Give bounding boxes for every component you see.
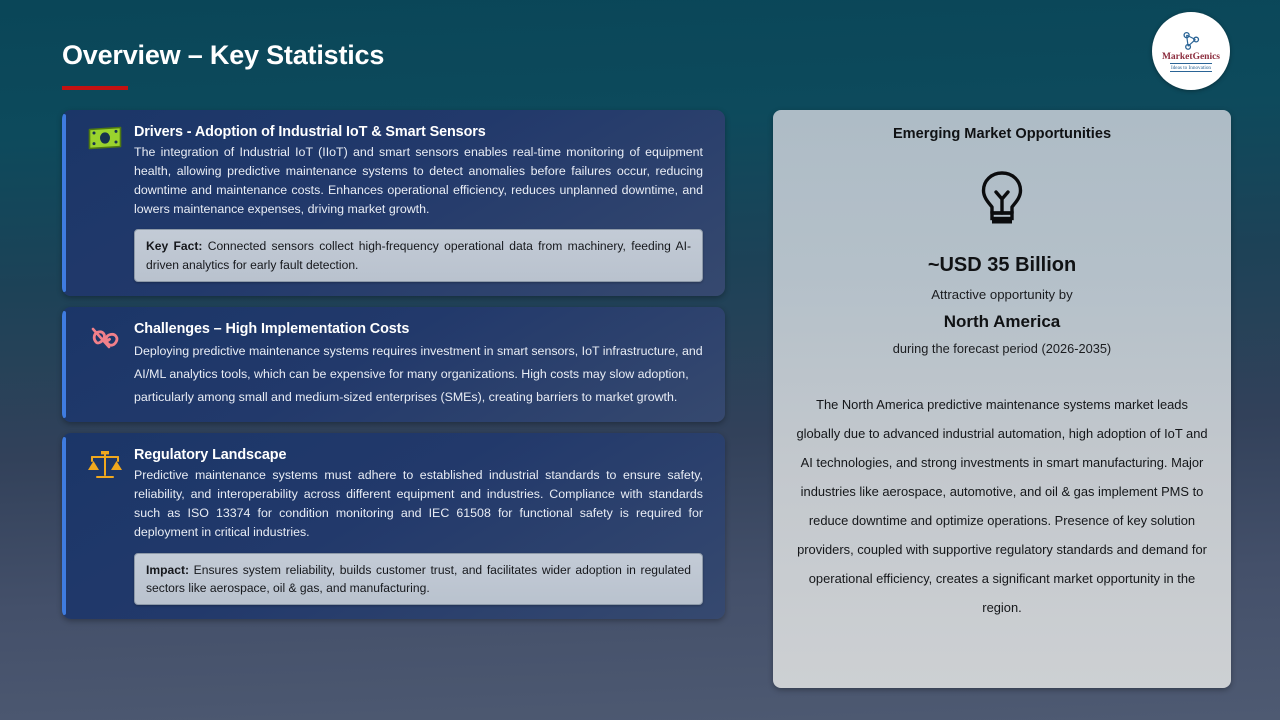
- impact-label: Impact:: [146, 562, 190, 577]
- company-logo: [1152, 12, 1230, 90]
- emerging-market-opportunities-panel: [773, 110, 1231, 688]
- region-description: The North America predictive maintenance systems market leads globally due to advanced industrial automation, high adoption of IoT and AI technologies, and strong investments in smart manufacturing. Major industries like aerospace, automotive, and oil & gas implement PMS to reduce downtime and optimize operations. Presence of key solution providers, coupled with supportive regulatory standards and demand for operational efficiency, creates a significant market opportunity in the region.: [796, 397, 1208, 616]
- key-fact-label: Key Fact:: [146, 239, 203, 254]
- key-fact-note: [134, 229, 703, 281]
- card-title: Drivers - Adoption of Industrial IoT & Smart Sensors: [134, 124, 486, 140]
- impact-note: [134, 553, 703, 605]
- scales-of-justice-icon: [88, 447, 134, 481]
- card-regulatory-landscape: [62, 433, 725, 619]
- card-title: Regulatory Landscape: [134, 447, 287, 464]
- panel-heading: Emerging Market Opportunities: [892, 126, 1112, 142]
- banknote-icon: [88, 124, 134, 150]
- statistics-card-list: [62, 110, 725, 630]
- card-text: Deploying predictive maintenance systems requires investment in smart sensors, IoT infrastructure, and AI/ML analytics tools, which can be expensive for many organizations. High costs may slow adoption, particularly among small and medium-sized enterprises (SMEs), creating barriers to market growth.: [134, 343, 703, 404]
- forecast-period-label: during the forecast period (2026-2035): [892, 341, 1112, 356]
- card-text: The integration of Industrial IoT (IIoT) and smart sensors enables real-time monitoring of equipment health, allowing predictive maintenance systems to detect anomalies before failures occur, reducing downtime and maintenance costs. Enhances operational efficiency, reduces unplanned downtime, and lowers maintenance expenses, driving market growth.: [134, 145, 703, 216]
- card-text: Predictive maintenance systems must adhere to established industrial standards to ensure safety, reliability, and interoperability across different equipment and industries. Compliance with standards such as ISO 13374 for condition monitoring and IEC 61508 for functional safety is required for deployment in critical industries.: [134, 468, 703, 539]
- region-name: North America: [943, 312, 1061, 331]
- logo-brand-name: MarketGenics: [1161, 51, 1221, 62]
- market-value: ~USD 35 Billion: [927, 254, 1077, 276]
- title-underline-accent: [62, 86, 128, 90]
- logo-tagline: Ideas to Innovation: [1170, 64, 1212, 71]
- broken-link-icon: [88, 321, 134, 355]
- page-title: Overview – Key Statistics: [62, 40, 385, 70]
- key-fact-text: Connected sensors collect high-frequency operational data from machinery, feeding AI-driven analytics for early fault detection.: [146, 239, 691, 272]
- card-challenges: [62, 307, 725, 423]
- network-nodes-icon: [1176, 30, 1206, 52]
- lightbulb-icon: [795, 170, 1209, 228]
- impact-text: Ensures system reliability, builds customer trust, and facilitates wider adoption in regulated sectors like aerospace, oil & gas, and manufacturing.: [146, 562, 691, 595]
- card-drivers: [62, 110, 725, 296]
- card-title: Challenges – High Implementation Costs: [134, 320, 410, 337]
- attractive-opportunity-label: Attractive opportunity by: [931, 287, 1073, 302]
